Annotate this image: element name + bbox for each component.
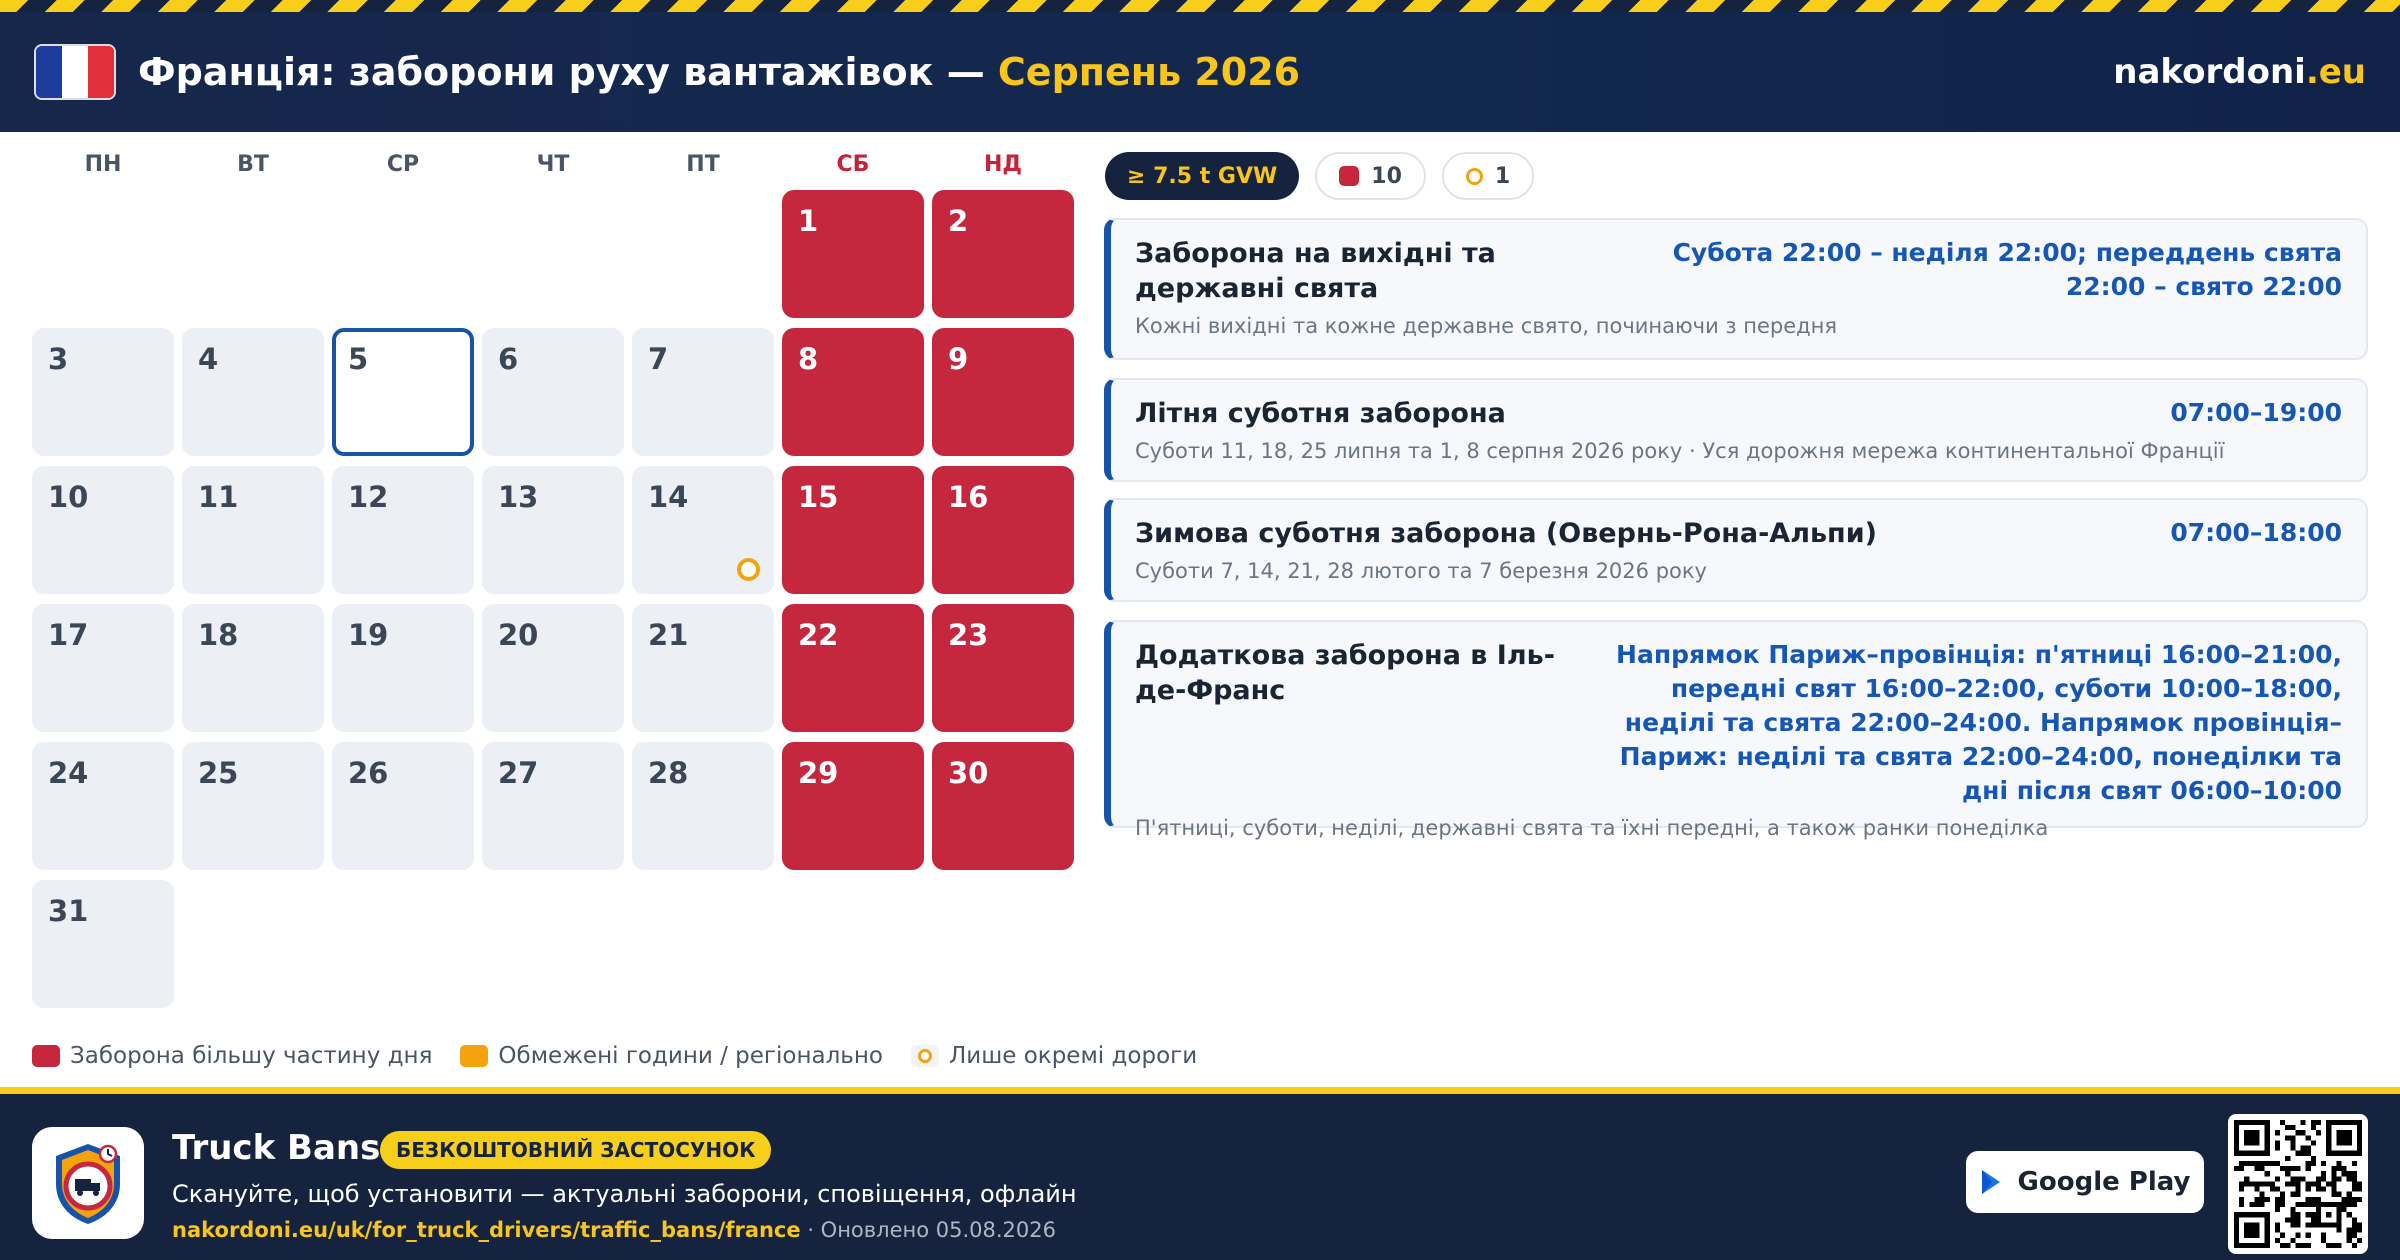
filter-pills [1105,152,1550,200]
ban-square-icon [1339,166,1359,186]
rule-name: Літня суботня заборона [1135,398,1506,429]
hazard-stripe [0,0,2400,12]
calendar-day[interactable] [32,880,174,1008]
calendar-day[interactable] [932,742,1074,870]
calendar-day[interactable] [632,328,774,456]
calendar-day[interactable] [782,190,924,318]
calendar-day[interactable] [332,742,474,870]
weekday-label: СБ [836,152,870,177]
legend-item-roads [911,1043,1197,1069]
day-number: 23 [948,618,989,652]
rule-name: Заборона на вихідні та державні свята [1135,238,1496,304]
rule-name: Додаткова заборона в Іль-де-Франс [1135,640,1555,706]
calendar-day[interactable] [32,466,174,594]
day-number: 22 [798,618,839,652]
qr-code-icon[interactable] [2228,1114,2368,1254]
day-number: 27 [498,756,539,790]
calendar-day[interactable] [32,604,174,732]
calendar-day[interactable] [932,604,1074,732]
calendar-day[interactable] [182,466,324,594]
day-number: 21 [648,618,689,652]
rule-card-ile-de-france[interactable] [1104,620,2368,840]
calendar-day[interactable] [782,742,924,870]
calendar-day[interactable] [182,328,324,456]
day-number: 15 [798,480,839,514]
legend-roads-label: Лише окремі дороги [948,1043,1198,1069]
day-number: 9 [948,342,969,376]
rule-time: 07:00–19:00 [2170,398,2342,427]
day-number: 31 [48,894,89,928]
calendar-day[interactable] [932,328,1074,456]
calendar-day[interactable] [482,742,624,870]
brand-suffix: .eu [2305,52,2366,92]
weekday-label: ПТ [686,152,720,177]
day-number: 12 [348,480,389,514]
roads-count: 1 [1494,163,1511,189]
calendar-day[interactable] [782,466,924,594]
legend-swatch-red [32,1045,60,1067]
road-restriction-ring-icon [737,558,760,581]
app-url-link[interactable]: nakordoni.eu/uk/for_truck_drivers/traffic_bans/france [172,1218,801,1242]
calendar-day[interactable] [182,604,324,732]
truck-bans-app-icon[interactable] [32,1127,144,1239]
day-number: 16 [948,480,989,514]
day-number: 2 [948,204,969,238]
rule-card-weekend[interactable] [1104,218,2368,360]
footer-banner [0,1087,2400,1260]
link-line [172,1218,1056,1242]
rule-card-summer[interactable] [1104,378,2368,482]
gvw-filter-pill[interactable] [1105,152,1299,200]
calendar-day[interactable] [632,604,774,732]
day-number: 1 [798,204,819,238]
calendar-day[interactable] [332,604,474,732]
day-number: 30 [948,756,989,790]
day-number: 13 [498,480,539,514]
legend-item-limited [460,1043,883,1069]
rule-description: Кожні вихідні та кожне державне свято, починаючи з передня [1135,314,1838,338]
gvw-label: ≥ 7.5 t GVW [1127,163,1278,189]
free-app-badge: БЕЗКОШТОВНИЙ ЗАСТОСУНОК [380,1131,771,1169]
day-number: 19 [348,618,389,652]
calendar-day[interactable] [632,466,774,594]
calendar-day[interactable] [182,742,324,870]
day-number: 8 [798,342,819,376]
rule-card-winter[interactable] [1104,498,2368,602]
legend-limited-label: Обмежені години / регіонально [498,1043,883,1069]
weekday-label: СР [386,152,420,177]
legend-item-ban [32,1043,432,1069]
calendar-day[interactable] [32,742,174,870]
calendar-day[interactable] [482,604,624,732]
brand-logo[interactable] [2113,52,2366,92]
updated-date: · Оновлено 05.08.2026 [800,1218,1056,1242]
shield-truck-icon [46,1138,130,1228]
calendar-day[interactable] [632,742,774,870]
weekday-label: ПН [84,152,122,177]
rule-description: Суботи 11, 18, 25 липня та 1, 8 серпня 2026 року · Уся дорожня мережа континентальної Франції [1135,439,2225,463]
scan-text: Скануйте, щоб установити — актуальні заборони, сповіщення, офлайн [172,1180,1077,1208]
calendar-day[interactable] [932,190,1074,318]
day-number: 7 [648,342,669,376]
ban-count: 10 [1371,163,1402,189]
qr-code-graphic [2234,1120,2362,1248]
legend [32,1043,1225,1069]
day-number: 29 [798,756,839,790]
calendar-day[interactable] [332,466,474,594]
rule-description: П'ятниці, суботи, неділі, державні свята та їхні передні, а також ранки понеділка [1135,816,2049,840]
app-name: Truck Bans [172,1128,381,1168]
day-number: 25 [198,756,239,790]
calendar-day[interactable] [332,328,474,456]
calendar-day[interactable] [482,328,624,456]
day-number: 4 [198,342,219,376]
weekday-label: НД [983,152,1022,177]
title-month: Серпень 2026 [997,50,1301,94]
legend-ban-label: Заборона більшу частину дня [70,1043,433,1069]
calendar-day[interactable] [32,328,174,456]
calendar-day[interactable] [782,328,924,456]
ring-icon [1466,168,1483,185]
france-flag-icon [34,44,116,100]
title-text: Франція: заборони руху вантажівок — [138,50,998,94]
google-play-label: Google Play [2017,1167,2191,1197]
rule-time: Напрямок Париж–провінція: п'ятниці 16:00–21:00, передні свят 16:00–22:00, суботи 10:00–18:00, неділі та свята 22:00–24:00. Напрямок провінція–Париж: неділі та свята 22:00–24:00, понеділки та дні після свят 06:00–10:00 [1616,640,2342,805]
day-number: 28 [648,756,689,790]
calendar-day[interactable] [482,466,624,594]
day-number: 24 [48,756,89,790]
rule-time: Субота 22:00 – неділя 22:00; переддень свята 22:00 – свято 22:00 [1672,238,2342,301]
brand-main: nakordoni [2113,52,2306,92]
rule-description: Суботи 7, 14, 21, 28 лютого та 7 березня 2026 року [1135,559,1707,583]
weekday-label: ВТ [237,152,269,177]
weekday-label: ЧТ [536,152,570,177]
day-number: 3 [48,342,69,376]
rule-name: Зимова суботня заборона (Овернь-Рона-Альпи) [1135,518,1877,549]
day-number: 17 [48,618,89,652]
roads-count-pill[interactable] [1442,152,1534,200]
day-number: 20 [498,618,539,652]
calendar-day[interactable] [932,466,1074,594]
ban-count-pill[interactable] [1315,152,1426,200]
calendar-day[interactable] [782,604,924,732]
day-number: 6 [498,342,519,376]
day-number: 26 [348,756,389,790]
header-bar [0,12,2400,132]
play-store-icon [1980,1169,2002,1195]
day-number: 11 [198,480,239,514]
legend-ring-icon [911,1045,939,1067]
rule-time: 07:00–18:00 [2170,518,2342,547]
day-number: 10 [48,480,89,514]
day-number: 14 [648,480,689,514]
legend-swatch-amber [460,1045,488,1067]
day-number: 5 [348,342,369,376]
page-title [138,50,1300,94]
google-play-button[interactable] [1966,1151,2204,1213]
day-number: 18 [198,618,239,652]
